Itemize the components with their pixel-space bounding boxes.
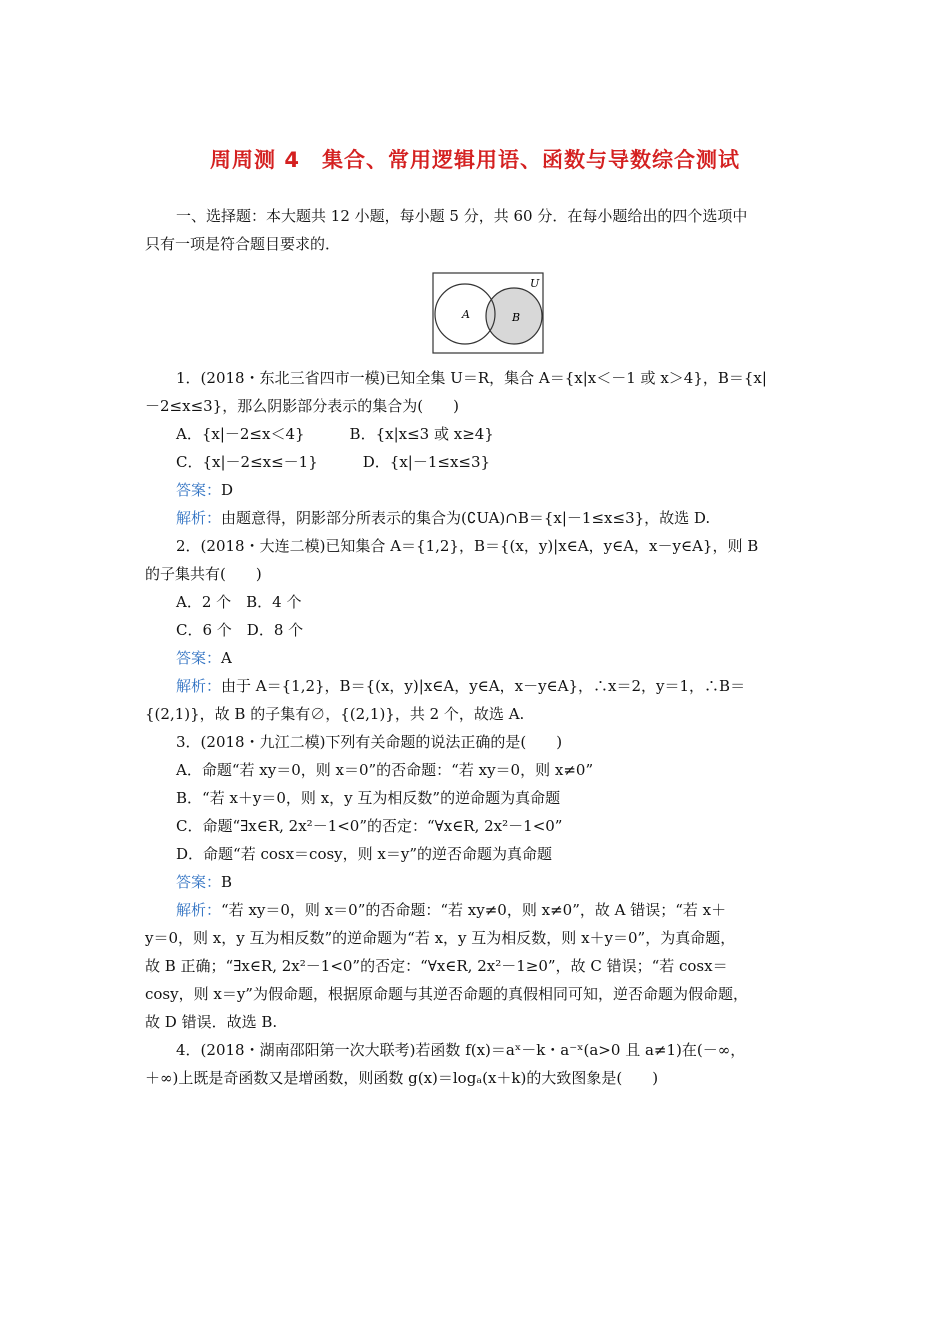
question-1-stem: －2≤x≤3}，那么阴影部分表示的集合为( ) xyxy=(145,397,459,415)
answer-value: D xyxy=(221,481,234,499)
question-3-analysis: cosy，则 x＝y”为假命题，根据原命题与其逆否命题的真假相同可知，逆否命题为假命题， xyxy=(145,985,748,1003)
question-4-stem: ＋∞)上既是奇函数又是增函数，则函数 g(x)＝logₐ(x＋k)的大致图象是( ) xyxy=(145,1069,659,1087)
question-3-answer xyxy=(176,872,232,892)
venn-diagram xyxy=(432,272,544,354)
analysis-label: 解析： xyxy=(176,901,222,919)
analysis-text: 由于 A＝{1,2}，B＝{(x，y)|x∈A，y∈A，x－y∈A}，∴x＝2，y＝1，∴B＝ xyxy=(221,677,746,695)
question-2-stem: 的子集共有( ) xyxy=(145,565,262,583)
question-1-analysis xyxy=(176,508,710,528)
analysis-text: “若 xy＝0，则 x＝0”的否命题：“若 xy≠0，则 x≠0”，故 A 错误；“若 x＋ xyxy=(221,901,727,919)
question-2-analysis xyxy=(176,676,745,696)
answer-value: B xyxy=(221,873,233,891)
question-3-analysis: 故 B 正确；“∃x∈R, 2x²－1<0”的否定：“∀x∈R, 2x²－1≥0”，故 C 错误；“若 cosx＝ xyxy=(145,957,728,975)
analysis-text: 由题意得，阴影部分所表示的集合为(∁UA)∩B＝{x|－1≤x≤3}，故选 D. xyxy=(221,509,711,527)
a-label: A xyxy=(462,308,470,321)
question-2-option: C．6 个 D．8 个 xyxy=(176,621,304,639)
question-3-option: B．“若 x＋y＝0，则 x，y 互为相反数”的逆命题为真命题 xyxy=(176,789,561,807)
question-3-option: A．命题“若 xy＝0，则 x＝0”的否命题：“若 xy＝0，则 x≠0” xyxy=(176,761,594,779)
b-label: B xyxy=(512,311,521,324)
analysis-label: 解析： xyxy=(176,677,222,695)
question-3-analysis: y＝0，则 x，y 互为相反数”的逆命题为“若 x，y 互为相反数，则 x＋y＝0”，为真命题， xyxy=(145,929,736,947)
answer-label: 答案： xyxy=(176,873,222,891)
question-3-analysis: 故 D 错误．故选 B. xyxy=(145,1013,278,1031)
question-3-analysis xyxy=(176,900,726,920)
question-2-option: A．2 个 B．4 个 xyxy=(176,593,302,611)
answer-label: 答案： xyxy=(176,649,222,667)
question-1-option: C．{x|－2≤x≤－1} D．{x|－1≤x≤3} xyxy=(176,453,491,471)
analysis-label: 解析： xyxy=(176,509,222,527)
question-4-stem: 4．(2018・湖南邵阳第一次大联考)若函数 f(x)＝aˣ－k・a⁻ˣ(a>0 且 a≠1)在(－∞， xyxy=(176,1041,746,1059)
u-label: U xyxy=(530,277,540,290)
question-3-option: D．命题“若 cosx＝cosy，则 x＝y”的逆否命题为真命题 xyxy=(176,845,553,863)
question-1-option: A．{x|－2≤x＜4} B．{x|x≤3 或 x≥4} xyxy=(176,425,494,443)
question-1-stem: 1．(2018・东北三省四市一模)已知全集 U＝R，集合 A＝{x|x＜－1 或 x＞4}，B＝{x| xyxy=(176,369,767,387)
question-2-stem: 2．(2018・大连二模)已知集合 A＝{1,2}，B＝{(x，y)|x∈A，y∈A，x－y∈A}，则 B xyxy=(176,537,759,555)
answer-label: 答案： xyxy=(176,481,222,499)
question-3-option: C．命题“∃x∈R, 2x²－1<0”的否定：“∀x∈R, 2x²－1<0” xyxy=(176,817,563,835)
question-2-analysis: {(2,1)}，故 B 的子集有∅，{(2,1)}，共 2 个，故选 A. xyxy=(145,705,525,723)
question-3-stem: 3．(2018・九江二模)下列有关命题的说法正确的是( ) xyxy=(176,733,563,751)
section-intro-line: 一、选择题：本大题共 12 小题，每小题 5 分，共 60 分．在每小题给出的四个选项中 xyxy=(176,207,748,225)
question-1-answer xyxy=(176,480,233,500)
answer-value: A xyxy=(221,649,232,667)
section-intro-line: 只有一项是符合题目要求的． xyxy=(145,235,341,253)
page-title: 周周测 4 集合、常用逻辑用语、函数与导数综合测试 xyxy=(210,148,740,172)
question-2-answer xyxy=(176,648,232,668)
